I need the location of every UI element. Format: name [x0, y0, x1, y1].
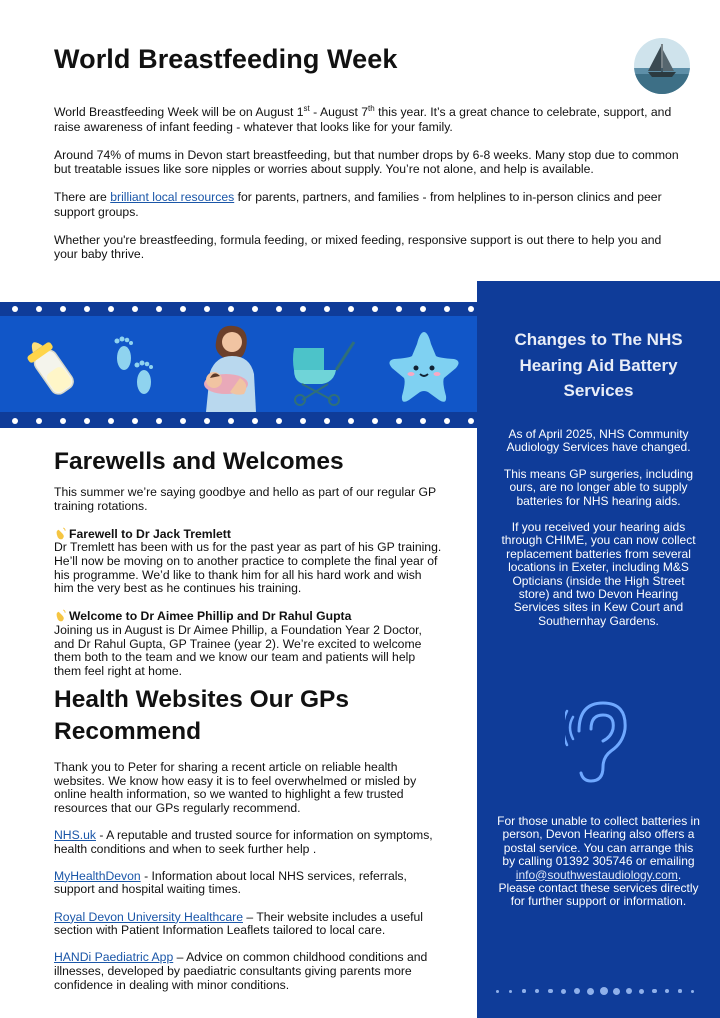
panel-title: Changes to The NHS Hearing Aid Battery Services — [514, 330, 683, 400]
decorative-dot — [324, 306, 330, 312]
decorative-dot — [420, 306, 426, 312]
farewells-heading: Farewells and Welcomes — [54, 448, 344, 475]
baby-bottle-icon — [16, 332, 82, 402]
decorative-dot — [132, 418, 138, 424]
welcome-block — [54, 609, 444, 678]
hearing-aid-panel — [477, 281, 720, 1018]
decorative-dot — [12, 418, 18, 424]
decorative-dot — [300, 306, 306, 312]
decorative-dot — [522, 989, 526, 993]
decorative-dot — [276, 418, 282, 424]
decorative-dot — [587, 988, 594, 995]
decorative-dot — [468, 418, 474, 424]
sailboat-logo-icon — [634, 38, 690, 94]
decorative-dot — [36, 418, 42, 424]
baby-icons-banner — [0, 302, 478, 428]
decorative-dot — [180, 306, 186, 312]
intro-paragraph: Whether you're breastfeeding, formula feeding, or mixed feeding, responsive support is out there to help you and your baby thrive. — [54, 232, 662, 262]
decorative-dot — [535, 989, 539, 993]
decorative-dot — [60, 306, 66, 312]
decorative-dot — [36, 306, 42, 312]
decorative-dot — [420, 418, 426, 424]
myhealthdevon-link[interactable]: MyHealthDevon — [54, 868, 141, 883]
ear-icon — [565, 697, 633, 787]
decorative-dot — [468, 306, 474, 312]
farewells-section — [54, 486, 444, 692]
welcome-text: Joining us in August is Dr Aimee Phillip, a Foundation Year 2 Doctor, and Dr Rahul Gupta, GP Trainee (year 2). We’re excited to welcome them both to the team and we know our team and patients will help them feel right at home. — [54, 622, 422, 678]
decorative-dot — [324, 418, 330, 424]
page-title: World Breastfeeding Week — [54, 44, 398, 74]
decorative-dot — [372, 418, 378, 424]
panel-text-top — [497, 428, 700, 641]
decorative-dot — [228, 306, 234, 312]
decorative-dot — [348, 418, 354, 424]
local-resources-link[interactable]: brilliant local resources — [110, 190, 235, 205]
nhs-uk-link[interactable]: NHS.uk — [54, 827, 96, 842]
audiology-email-link[interactable]: info@southwestaudiology.com — [515, 867, 678, 882]
website-item: MyHealthDevon - Information about local NHS services, referrals, support and hospital waiting times. — [54, 868, 407, 897]
panel-paragraph: For those unable to collect batteries in person, Devon Hearing also offers a postal service. You can arrange this by calling 01392 305746 or emailing info@southwestaudiology.com. Please contact these services directly for further support or information. — [497, 814, 700, 909]
decorative-dot — [252, 418, 258, 424]
star-face-icon — [384, 328, 464, 408]
decorative-dot — [180, 418, 186, 424]
decorative-dot — [276, 306, 282, 312]
decorative-dot — [496, 990, 499, 993]
farewell-title: Farewell to Dr Jack Tremlett — [69, 526, 231, 541]
decorative-dot — [548, 989, 553, 994]
decorative-dot — [156, 418, 162, 424]
decorative-dot — [156, 306, 162, 312]
farewells-intro: This summer we’re saying goodbye and hello as part of our regular GP training rotations. — [54, 485, 436, 513]
website-item: HANDi Paediatric App – Advice on common childhood conditions and illnesses, developed by paediatric consultants giving parents more confidence in dealing with minor conditions. — [54, 950, 428, 992]
royal-devon-link[interactable]: Royal Devon University Healthcare — [54, 909, 243, 924]
decorative-dot — [132, 306, 138, 312]
decorative-dot — [204, 418, 210, 424]
decorative-dot — [84, 306, 90, 312]
breastfeeding-mother-icon — [196, 322, 266, 418]
farewell-text: Dr Tremlett has been with us for the past year as part of his GP training. He’ll now be moving on to another practice to complete the final year of his programme. We’d like to thank him for all his hard work and wish him the very best as he continues his training. — [54, 540, 442, 596]
handi-app-link[interactable]: HANDi Paediatric App — [54, 950, 174, 965]
decorative-dot — [204, 306, 210, 312]
decorative-dot — [396, 418, 402, 424]
pram-icon — [288, 330, 358, 406]
intro-paragraph: World Breastfeeding Week will be on August 1st - August 7th this year. It’s a great chance to celebrate, support, and raise awareness of infant feeding - whatever that looks like for your family. — [54, 104, 672, 134]
website-item: Royal Devon University Healthcare – Their website includes a useful section with Patient Information Leaflets tailored to local care. — [54, 909, 423, 938]
waving-hand-icon — [54, 527, 67, 540]
decorative-dot — [678, 989, 682, 993]
baby-footprints-icon — [104, 332, 164, 402]
website-item: NHS.uk - A reputable and trusted source for information on symptoms, health conditions and when to seek further help . — [54, 827, 433, 856]
decorative-dot — [12, 306, 18, 312]
decorative-dot — [574, 988, 580, 994]
decorative-dot — [108, 418, 114, 424]
decorative-dot — [228, 418, 234, 424]
decorative-dot — [600, 987, 608, 995]
panel-text-bottom — [497, 815, 700, 922]
decorative-dot — [444, 418, 450, 424]
intro-section — [54, 102, 684, 275]
panel-paragraph: This means GP surgeries, including ours, are no longer able to supply batteries for NHS hearing aids. — [503, 466, 694, 508]
websites-section — [54, 761, 444, 1006]
panel-paragraph: If you received your hearing aids through CHIME, you can now collect replacement batteries from several locations in Exeter, including M&S Opticians (inside the High Street store) and two Devon Hearing Services sites in Kew Court and Southernhay Gardens. — [501, 520, 696, 628]
decorative-dot — [652, 989, 657, 994]
panel-paragraph: As of April 2025, NHS Community Audiology Services have changed. — [506, 427, 691, 455]
decorative-dot — [108, 306, 114, 312]
decorative-dot — [252, 306, 258, 312]
decorative-dot — [639, 989, 644, 994]
websites-heading: Health Websites Our GPs Recommend — [54, 686, 349, 745]
decorative-dot — [84, 418, 90, 424]
waving-hand-icon — [54, 609, 67, 622]
welcome-title: Welcome to Dr Aimee Phillip and Dr Rahul Gupta — [69, 609, 352, 624]
intro-paragraph: There are brilliant local resources for parents, partners, and families - from helplines to in-person clinics and peer support groups. — [54, 190, 662, 219]
farewell-block — [54, 527, 444, 596]
decorative-dot — [300, 418, 306, 424]
decorative-dot — [665, 989, 669, 993]
decorative-dot — [372, 306, 378, 312]
decorative-dot — [444, 306, 450, 312]
decorative-dot — [396, 306, 402, 312]
decorative-dot — [509, 990, 512, 993]
decorative-dot — [348, 306, 354, 312]
decorative-dot — [691, 990, 694, 993]
websites-intro: Thank you to Peter for sharing a recent article on reliable health websites. We know how easy it is to feel overwhelmed or misled by online health information, so we wanted to highlight a few trusted resources that our GPs regularly recommend. — [54, 760, 417, 815]
decorative-dot — [626, 988, 632, 994]
intro-paragraph: Around 74% of mums in Devon start breastfeeding, but that number drops by 6-8 weeks. Many stop due to common but treatable issues like sore nipples or worries about supply. You’re not alone, and help is available. — [54, 147, 679, 177]
decorative-dot — [561, 989, 566, 994]
decorative-dot — [613, 988, 620, 995]
decorative-dot — [60, 418, 66, 424]
